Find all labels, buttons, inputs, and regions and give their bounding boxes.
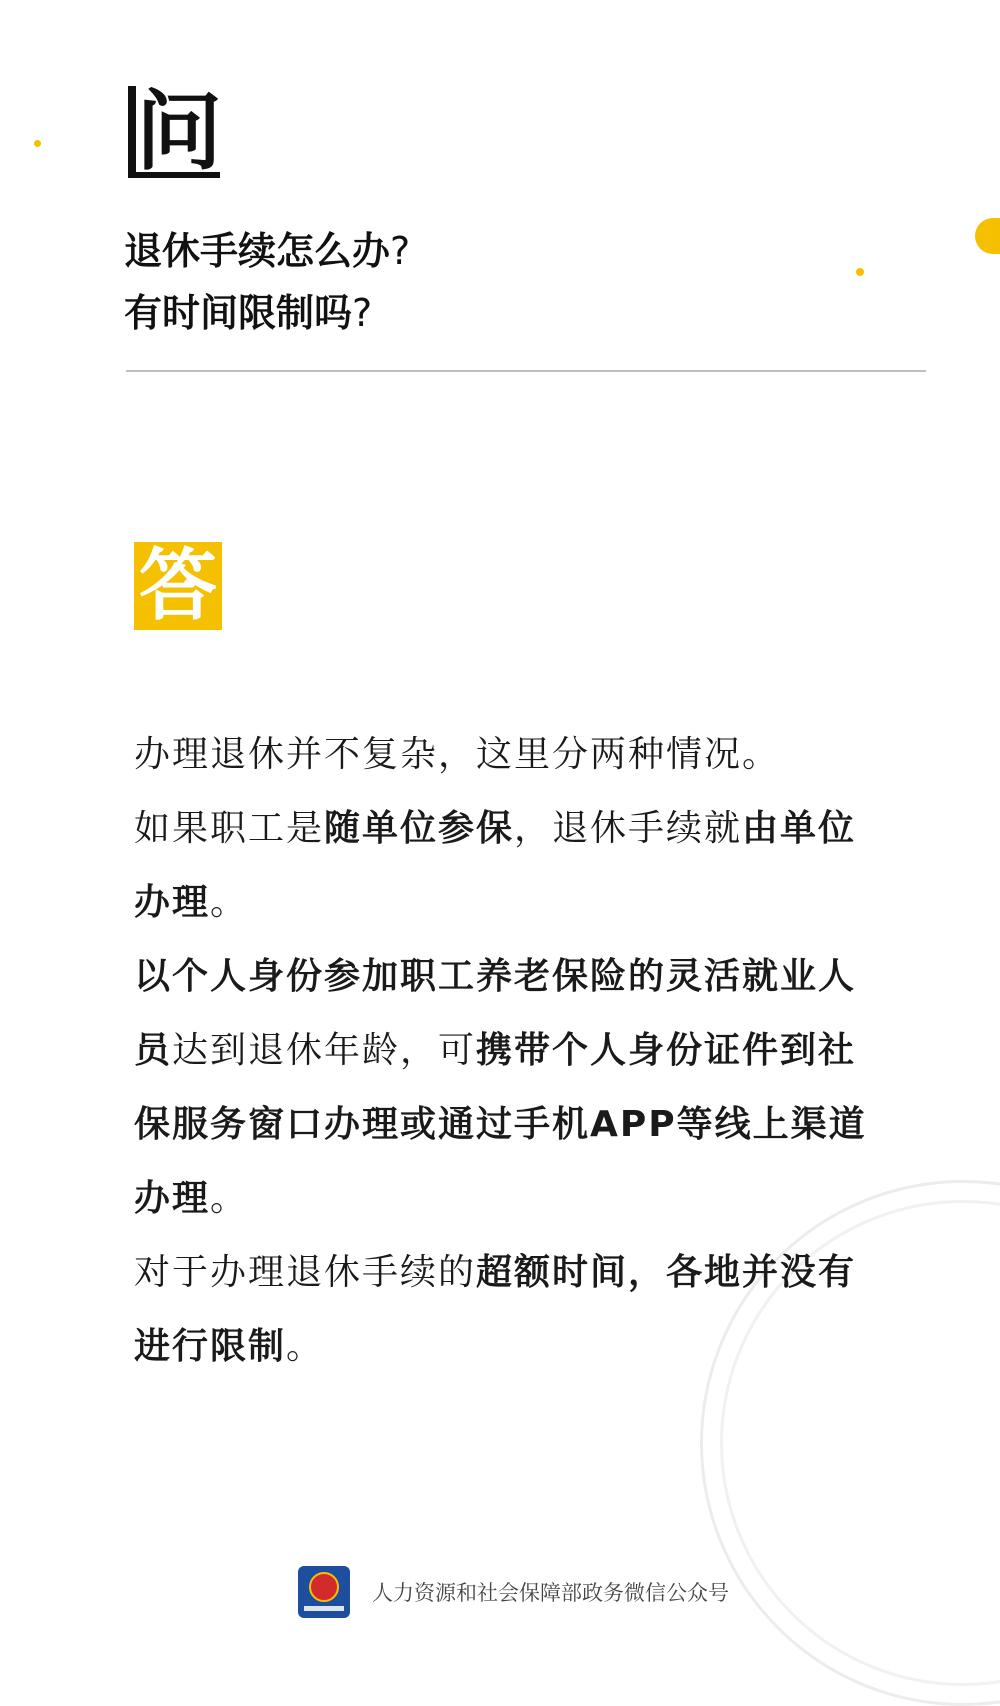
decorative-half-circle — [975, 218, 1000, 254]
answer-badge: 答 — [134, 542, 222, 630]
question-glyph: 问 — [128, 86, 220, 178]
answer-paragraph-3: 以个人身份参加职工养老保险的灵活就业人员达到退休年龄，可携带个人身份证件到社保服务窗口办理或通过手机APP等线上渠道办理。 — [134, 956, 867, 1219]
answer-paragraph-1: 办理退休并不复杂，这里分两种情况。 — [134, 734, 781, 775]
answer-paragraph-2: 如果职工是随单位参保，退休手续就由单位办理。 — [134, 808, 857, 923]
account-name: 人力资源和社会保障部政务微信公众号 — [372, 1581, 729, 1605]
national-emblem-icon — [298, 1566, 350, 1618]
answer-body — [134, 718, 874, 1384]
question-line-2: 有时间限制吗? — [124, 291, 373, 335]
divider — [126, 370, 926, 372]
question-line-1: 退休手续怎么办? — [124, 229, 411, 273]
question-heading — [124, 220, 884, 344]
answer-paragraph-4: 对于办理退休手续的超额时间，各地并没有进行限制。 — [134, 1252, 857, 1367]
footer — [298, 1566, 729, 1618]
decorative-dot — [34, 140, 41, 147]
